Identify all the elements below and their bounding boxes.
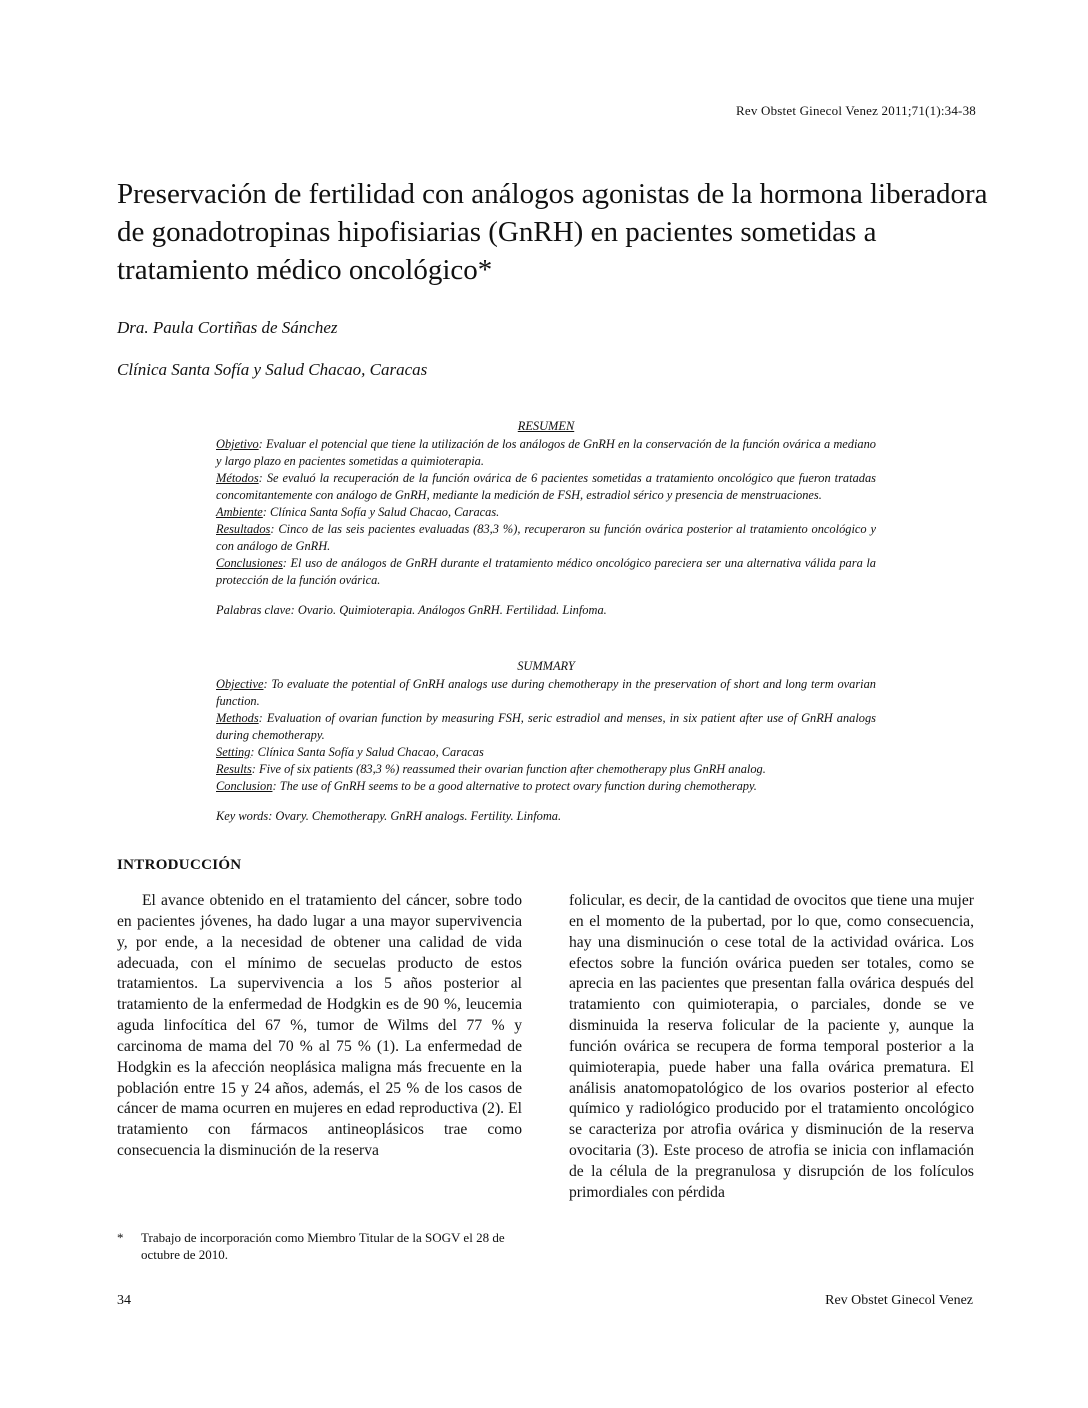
introduction-paragraph-2: folicular, es decir, de la cantidad de ovocitos que tiene una mujer en el momento de la pubertad, por lo que, como consecuencia, hay una disminución o cese total de la actividad ovárica. Los efectos sobre la función ovárica pueden ser totales, como se aprecia en las pacientes que presentan falla ovárica después del tratamiento con quimioterapia, o parciales, donde se ve disminuida la reserva folicular de la paciente y, aunque la función ovárica se recupera de forma temporal posterior a la quimioterapia, puede haber una falla ovárica prematura. El análisis anatomopatológico de los ovarios posterior al efecto químico y radiológico producido por el tratamiento oncológico se caracteriza por atrofia ovárica y disminución de la reserva ovocitaria (3). Este proceso de atrofia se inicia con inflamación de la célula de la pregranulosa y disrupción de los folículos primordiales con pérdida (569, 892, 974, 1201)
summary-objective-label: Objective (216, 677, 264, 691)
resumen-ambiente-label: Ambiente (216, 505, 263, 519)
summary-results-text: Five of six patients (83,3 %) reassumed their ovarian function after chemotherapy plus GnRH analog. (259, 762, 766, 776)
summary-setting-text: Clínica Santa Sofía y Salud Chacao, Caracas (257, 745, 484, 759)
summary-setting: Setting: Clínica Santa Sofía y Salud Chacao, Caracas (216, 745, 484, 759)
resumen-ambiente: Ambiente: Clínica Santa Sofía y Salud Chacao, Caracas. (216, 505, 500, 519)
summary-heading: SUMMARY (517, 659, 575, 673)
resumen-objetivo-label: Objetivo (216, 437, 259, 451)
resumen-metodos-label: Métodos (216, 471, 259, 485)
resumen-conclusiones-label: Conclusiones (216, 556, 283, 570)
footnote (117, 1229, 537, 1263)
resumen-metodos: Métodos: Se evaluó la recuperación de la función ovárica de 6 pacientes sometidas a tratamiento oncológico que fueron tratadas concomitantemente con análogo de GnRH, mediante la medición de FSH, estradiol sérico y presencia de menstruaciones. (216, 471, 876, 502)
summary-setting-label: Setting (216, 745, 251, 759)
summary-methods-text: Evaluation of ovarian function by measuring FSH, seric estradiol and menses, in six patient after use of GnRH analogs during chemotherapy. (216, 711, 876, 742)
author-affiliation: Clínica Santa Sofía y Salud Chacao, Caracas (117, 360, 428, 379)
running-head: Rev Obstet Ginecol Venez 2011;71(1):34-38 (736, 103, 976, 118)
body-column-left (117, 891, 522, 1162)
article-title: Preservación de fertilidad con análogos agonistas de la hormona liberadora de gonadotropinas hipofisiarias (GnRH) en pacientes sometidas a tratamiento médico oncológico* (117, 178, 988, 286)
summary-objective: Objective: To evaluate the potential of GnRH analogs use during chemotherapy in the preservation of short and long term ovarian function. (216, 677, 876, 708)
resumen-conclusiones: Conclusiones: El uso de análogos de GnRH durante el tratamiento médico oncológico pareciera ser una alternativa válida para la protección de la función ovárica. (216, 556, 876, 587)
resumen-keywords: Palabras clave: Ovario. Quimioterapia. Análogos GnRH. Fertilidad. Linfoma. (216, 603, 607, 617)
summary-keywords: Key words: Ovary. Chemotherapy. GnRH analogs. Fertility. Linfoma. (216, 809, 562, 823)
resumen-resultados-text: Cinco de las seis pacientes evaluadas (83,3 %), recuperaron su función ovárica posterior al tratamiento oncológico y con análogo de GnRH. (216, 522, 876, 553)
page-number: 34 (117, 1293, 131, 1308)
resumen-metodos-text: Se evaluó la recuperación de la función ovárica de 6 pacientes sometidas a tratamiento oncológico que fueron tratadas concomitantemente con análogo de GnRH, mediante la medición de FSH, estradiol sérico y presencia de menstruaciones. (216, 471, 876, 502)
introduction-paragraph-1: El avance obtenido en el tratamiento del cáncer, sobre todo en pacientes jóvenes, ha dado lugar a una mayor supervivencia y, por ende, a la necesidad de obtener una calidad de vida adecuada, con el mínimo de secuelas producto de estos tratamientos. La supervivencia a los 5 años posterior al tratamiento de la enfermedad de Hodgkin es de 90 %, leucemia aguda linfocítica del 67 %, tumor de Wilms del 77 % y carcinoma de mama del 70 % al 75 % (1). La enfermedad de Hodgkin es la afección neoplásica maligna más frecuente en la población entre 15 y 24 años, además, el 25 % de los casos de cáncer de mama ocurren en mujeres en edad reproductiva (2). El tratamiento con fármacos antineoplásicos trae como consecuencia la disminución de la reserva (117, 892, 522, 1160)
summary-conclusion: Conclusion: The use of GnRH seems to be a good alternative to protect ovary function during chemotherapy. (216, 779, 757, 793)
resumen-heading: RESUMEN (517, 419, 575, 433)
resumen-resultados-label: Resultados (216, 522, 271, 536)
resumen-objetivo: Objetivo: Evaluar el potencial que tiene la utilización de los análogos de GnRH en la conservación de la función ovárica a mediano y largo plazo en pacientes sometidas a quimioterapia. (216, 437, 876, 468)
author-name: Dra. Paula Cortiñas de Sánchez (117, 318, 338, 337)
summary-methods-label: Methods (216, 711, 259, 725)
footnote-mark: * (117, 1230, 124, 1245)
introduction-heading: INTRODUCCIÓN (117, 857, 242, 873)
summary-results-label: Results (216, 762, 252, 776)
summary-conclusion-text: The use of GnRH seems to be a good alternative to protect ovary function during chemotherapy. (279, 779, 757, 793)
summary-methods: Methods: Evaluation of ovarian function by measuring FSH, seric estradiol and menses, in six patient after use of GnRH analogs during chemotherapy. (216, 711, 876, 742)
summary-abstract (216, 658, 876, 825)
resumen-resultados: Resultados: Cinco de las seis pacientes evaluadas (83,3 %), recuperaron su función ovárica posterior al tratamiento oncológico y con análogo de GnRH. (216, 522, 876, 553)
resumen-abstract (216, 418, 876, 619)
footnote-text: Trabajo de incorporación como Miembro Titular de la SOGV el 28 de octubre de 2010. (141, 1230, 505, 1262)
resumen-objetivo-text: Evaluar el potencial que tiene la utilización de los análogos de GnRH en la conservación de la función ovárica a mediano y largo plazo en pacientes sometidas a quimioterapia. (216, 437, 876, 468)
summary-conclusion-label: Conclusion (216, 779, 273, 793)
summary-objective-text: To evaluate the potential of GnRH analogs use during chemotherapy in the preservation of short and long term ovarian function. (216, 677, 876, 708)
resumen-conclusiones-text: El uso de análogos de GnRH durante el tratamiento médico oncológico pareciera ser una alternativa válida para la protección de la función ovárica. (216, 556, 876, 587)
resumen-ambiente-text: Clínica Santa Sofía y Salud Chacao, Caracas. (270, 505, 500, 519)
body-column-right (569, 891, 974, 1204)
running-foot: Rev Obstet Ginecol Venez (825, 1293, 973, 1308)
summary-results: Results: Five of six patients (83,3 %) reassumed their ovarian function after chemotherapy plus GnRH analog. (216, 762, 766, 776)
